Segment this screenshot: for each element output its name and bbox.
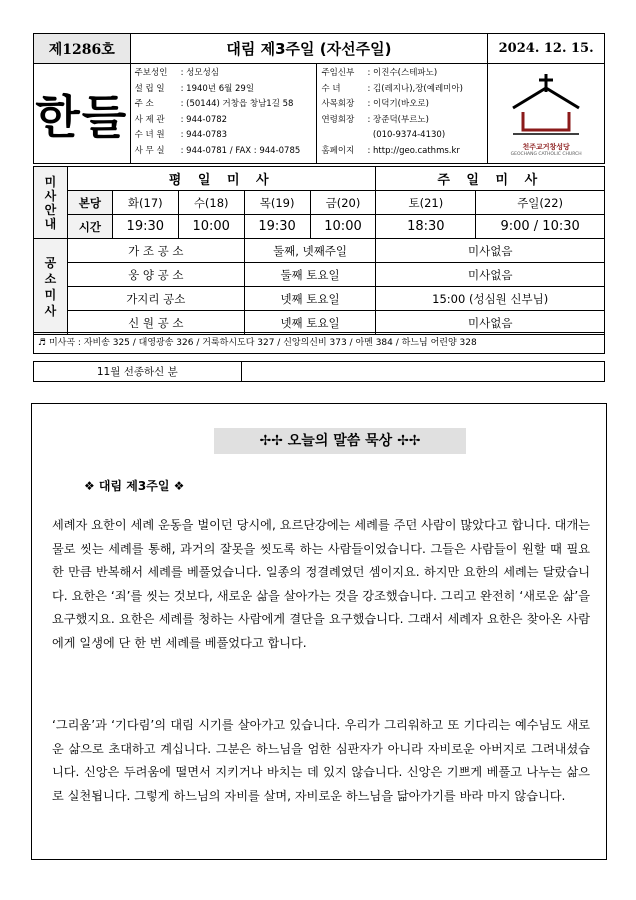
info-line: 연령회장 : 장준덕(부르노) [321, 114, 429, 125]
info-line: 수 녀 : 김(레지나),장(예레미아) [321, 83, 463, 94]
mission-name: 가 조 공 소 [67, 239, 244, 263]
mass-time: 19:30 [244, 215, 310, 239]
hymn-list [33, 332, 605, 354]
mass-time: 10:00 [310, 215, 376, 239]
mission-name: 신 원 공 소 [67, 311, 244, 335]
meditation-paragraph-2: ‘그리움’과 ‘기다림’의 대림 시기를 살아가고 있습니다. 우리가 그리워하고 또 기다리는 예수님도 새로운 삶으로 초대하고 계십니다. 그분은 하느님을 엄한 심판자가 아니라 자비로운 아버지로 그려내셨습니다. 신앙은 두려움에 떨면서 지키거나 바치는 데 있지 않습니다. 신앙은 기쁘게 베풀고 나누는 삶으로 실천됩니다. 그렇게 하느님의 자비를 살며, 자비로운 하느님을 닮아가기를 바라 마지 않습니다. [52, 718, 590, 803]
mission-schedule: 둘째, 넷째주일 [244, 239, 376, 263]
mass-section-label: 미사안내 [34, 167, 68, 239]
info-line: 사 무 실 : 944-0781 / FAX : 944-0785 [134, 145, 301, 156]
info-line: (010-9374-4130) [372, 130, 446, 140]
mission-schedule: 넷째 토요일 [244, 287, 376, 311]
mass-time: 9:00 / 10:30 [476, 215, 605, 239]
info-line: 홈페이지 : http://geo.cathms.kr [321, 145, 460, 156]
info-line: 주 소 : (50144) 거창읍 창남1길 58 [134, 99, 294, 109]
mass-day: 목(19) [244, 191, 310, 215]
mass-time: 18:30 [376, 215, 476, 239]
header-table [33, 33, 605, 164]
hymn-text: 미사곡 : 자비송 325 / 대영광송 326 / 거룩하시도다 327 / 신앙의신비 373 / 아멘 384 / 하느님 어린양 328 [48, 338, 477, 348]
parish-info-right [317, 64, 488, 164]
parish-info-left [130, 64, 317, 164]
issue-number: 제1286호 [34, 34, 131, 64]
mass-day: 수(18) [178, 191, 244, 215]
deceased-table [33, 361, 605, 382]
weekday-mass-title: 평 일 미 사 [67, 167, 376, 191]
church-logo-sub: GEOCHANG CATHOLIC CHURCH [510, 152, 582, 157]
mission-name: 가지리 공소 [67, 287, 244, 311]
info-line: 사목회장 : 이덕기(바오로) [321, 99, 429, 109]
info-line: 주임신부 : 이진수(스테파노) [321, 68, 438, 78]
mission-section-label: 공소미사 [34, 239, 68, 335]
mission-note: 미사없음 [376, 263, 605, 287]
meditation-subtitle: ❖ 대림 제3주일 ❖ [84, 479, 185, 493]
issue-date: 2024. 12. 15. [488, 34, 605, 64]
meditation-title: ✢✢ 오늘의 말씀 묵상 ✢✢ [214, 428, 466, 454]
mass-day: 금(20) [310, 191, 376, 215]
church-logo-text: 천주교거창성당 [522, 143, 570, 151]
mass-day: 화(17) [112, 191, 178, 215]
meditation-box [31, 403, 607, 860]
info-line: 사 제 관 : 944-0782 [134, 114, 228, 125]
mass-time: 10:00 [178, 215, 244, 239]
page-title: 대림 제3주일 (자선주일) [130, 34, 488, 64]
music-note-icon: ♬ [38, 338, 47, 348]
mass-day: 토(21) [376, 191, 476, 215]
info-line: 주보성인 : 성모성심 [134, 68, 220, 78]
mass-time: 19:30 [112, 215, 178, 239]
row-label-days: 본당 [67, 191, 112, 215]
sunday-mass-title: 주 일 미 사 [376, 167, 605, 191]
info-line: 설 립 일 : 1940년 6월 29일 [134, 83, 255, 94]
church-emblem-icon [507, 70, 585, 142]
mission-note: 미사없음 [376, 311, 605, 335]
deceased-label: 11월 선종하신 분 [34, 362, 242, 382]
mass-schedule-table [33, 166, 605, 335]
meditation-paragraph-1: 세례자 요한이 세례 운동을 벌이던 당시에, 요르단강에는 세례를 주던 사람이 많았다고 합니다. 대개는 물로 씻는 세례를 통해, 과거의 잘못을 씻도록 하는 사람들이었습니다. 그들은 사람들이 원할 때 필요한 만큼 반복해서 세례를 베풀었습니다. 일종의 정결례였던 셈이지요. 하지만 요한의 세례는 달랐습니다. 요한은 ‘죄’를 씻는 것보다, 새로운 삶을 살아가는 것을 강조했습니다. 그리고 완전히 ‘새로운 삶’을 요구했지요. 요한은 세례를 청하는 사람에게 결단을 요구했습니다. 그래서 세례자 요한은 찾아온 사람에게 일생에 단 한 번 세례를 베풀었다고 합니다. [52, 518, 590, 650]
mission-schedule: 둘째 토요일 [244, 263, 376, 287]
deceased-value [241, 362, 604, 382]
mass-day: 주일(22) [476, 191, 605, 215]
row-label-times: 시간 [67, 215, 112, 239]
church-logo [488, 64, 605, 164]
newsletter-name: 한들 [34, 64, 131, 164]
mission-name: 웅 양 공 소 [67, 263, 244, 287]
info-line: 수 녀 원 : 944-0783 [134, 130, 228, 140]
mission-schedule: 넷째 토요일 [244, 311, 376, 335]
mission-note: 15:00 (성심원 신부님) [376, 287, 605, 311]
mission-note: 미사없음 [376, 239, 605, 263]
